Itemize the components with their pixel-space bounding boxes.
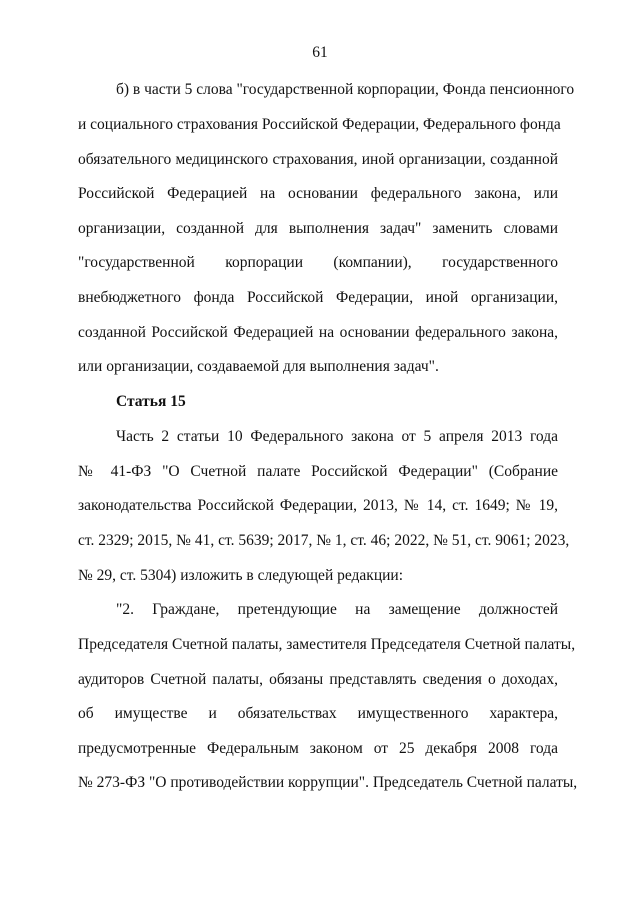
paragraph-b-line-5: организации, созданной для выполнения задач" заменить словами	[78, 220, 558, 237]
paragraph-b-line-9: или организации, создаваемой для выполнения задач".	[78, 358, 439, 375]
quote-paragraph-line-6: № 273-ФЗ "О противодействии коррупции". Председатель Счетной палаты,	[78, 774, 578, 791]
quote-paragraph-line-4: об имуществе и обязательствах имущественного характера,	[78, 705, 558, 722]
paragraph-b-line-2: и социального страхования Российской Федерации, Федерального фонда	[78, 116, 561, 133]
article-paragraph-line-3: законодательства Российской Федерации, 2013, № 14, ст. 1649; № 19,	[78, 497, 558, 514]
quote-paragraph-line-3: аудиторов Счетной палаты, обязаны представлять сведения о доходах,	[78, 671, 558, 688]
page-number: 61	[312, 44, 328, 61]
quote-paragraph-line-2: Председателя Счетной палаты, заместителя Председателя Счетной палаты,	[78, 636, 576, 653]
paragraph-b-line-1: б) в части 5 слова "государственной корпорации, Фонда пенсионного	[116, 81, 575, 98]
article-paragraph-line-5: № 29, ст. 5304) изложить в следующей редакции:	[78, 567, 404, 584]
article-heading: Статья 15	[116, 393, 186, 410]
paragraph-b-line-8: созданной Российской Федерацией на основании федерального закона,	[78, 324, 558, 341]
paragraph-b-line-4: Российской Федерацией на основании федерального закона, или	[78, 185, 558, 202]
paragraph-b-line-6: "государственной корпорации (компании), государственного	[78, 254, 558, 271]
paragraph-b-line-3: обязательного медицинского страхования, иной организации, созданной	[78, 151, 558, 168]
article-paragraph-line-4: ст. 2329; 2015, № 41, ст. 5639; 2017, № 1, ст. 46; 2022, № 51, ст. 9061; 2023,	[78, 532, 570, 549]
article-paragraph-line-1: Часть 2 статьи 10 Федерального закона от 5 апреля 2013 года	[116, 428, 558, 445]
quote-paragraph-line-5: предусмотренные Федеральным законом от 25 декабря 2008 года	[78, 740, 558, 757]
article-paragraph-line-2: № 41-ФЗ "О Счетной палате Российской Федерации" (Собрание	[78, 463, 558, 480]
quote-paragraph-line-1: "2. Граждане, претендующие на замещение должностей	[116, 601, 558, 618]
paragraph-b-line-7: внебюджетного фонда Российской Федерации, иной организации,	[78, 289, 558, 306]
